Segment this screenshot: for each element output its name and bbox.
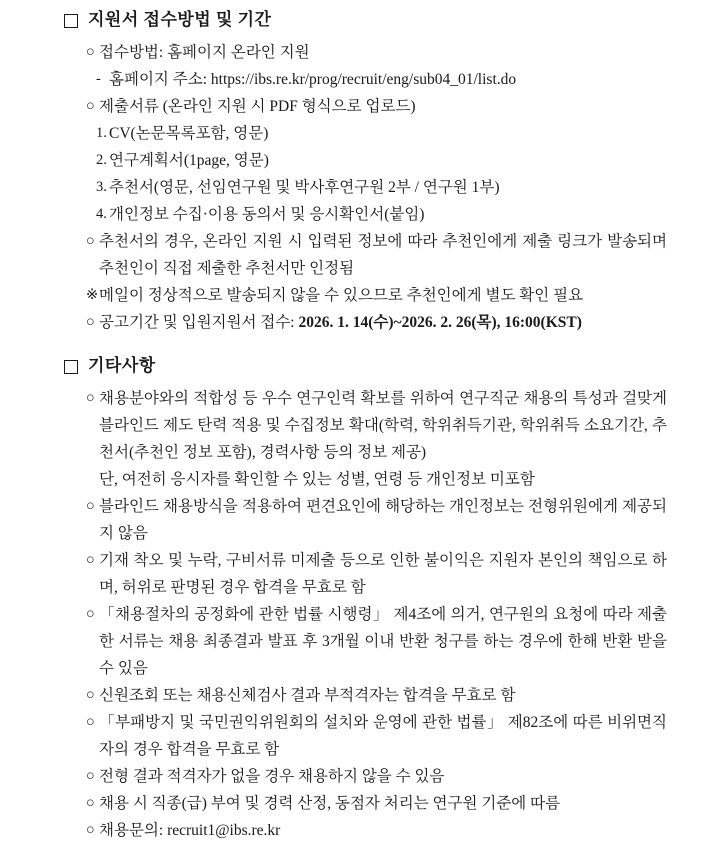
bullet-marker: ○ [86, 314, 95, 330]
list-item-text-normal: 채용 시 직종(급) 부여 및 경력 산정, 동점자 처리는 연구원 기준에 따름 [99, 795, 561, 812]
section-item-list [86, 385, 667, 844]
section-heading-text: 지원서 접수방법 및 기간 [88, 10, 272, 29]
list-item-text [99, 39, 667, 66]
bullet-marker: ○ [86, 822, 95, 838]
list-item-text-normal: 전형 결과 적격자가 없을 경우 채용하지 않을 수 있음 [99, 768, 445, 785]
bullet-marker: 1. [96, 125, 107, 141]
bullet-marker: ○ [86, 714, 95, 730]
bullet-marker: ○ [86, 233, 95, 249]
list-item-text [99, 601, 667, 682]
list-item [86, 309, 667, 336]
list-item-text [109, 66, 667, 93]
list-item-text-normal: CV(논문목록포함, 영문) [109, 125, 269, 142]
list-item [86, 385, 667, 466]
deadline-emphasis-text: 2026. 1. 14(수)~2026. 2. 26(목), 16:00(KST) [298, 314, 582, 331]
list-item-text [99, 493, 667, 547]
bullet-marker: ○ [86, 98, 95, 114]
list-item-text [99, 93, 667, 120]
list-item [96, 201, 667, 228]
list-item-text-normal: 「부패방지 및 국민권익위원회의 설치와 운영에 관한 법률」 제82조에 따른 비위면직자의 경우 합격을 무효로 함 [99, 714, 667, 758]
list-item-text [109, 174, 667, 201]
list-item-text [99, 817, 667, 844]
list-item [86, 93, 667, 120]
list-item-text [99, 466, 667, 493]
list-item-text-normal: 접수방법: 홈페이지 온라인 지원 [99, 44, 310, 61]
document-section [64, 352, 667, 844]
list-item-text [99, 790, 667, 817]
list-item-text [99, 385, 667, 466]
bullet-marker: ○ [86, 498, 95, 514]
list-item [96, 66, 667, 93]
bullet-marker: 2. [96, 152, 107, 168]
list-item-text-normal: 개인정보 수집·이용 동의서 및 응시확인서(붙임) [109, 206, 425, 223]
section-heading [64, 352, 667, 380]
bullet-marker: ○ [86, 44, 95, 60]
list-item-text-normal: 제출서류 (온라인 지원 시 PDF 형식으로 업로드) [99, 98, 416, 115]
list-item-text [99, 682, 667, 709]
list-item-text-normal: 신원조회 또는 채용신체검사 결과 부적격자는 합격을 무효로 함 [99, 687, 516, 704]
list-item-text-normal: 추천서(영문, 선임연구원 및 박사후연구원 2부 / 연구원 1부) [109, 179, 500, 196]
bullet-marker: ○ [86, 687, 95, 703]
list-item [86, 228, 667, 282]
list-item-text-normal: 기재 착오 및 누락, 구비서류 미제출 등으로 인한 불이익은 지원자 본인의 책임으로 하며, 허위로 판명된 경우 합격을 무효로 함 [99, 552, 667, 596]
list-item [86, 682, 667, 709]
checkbox-square-icon [64, 360, 78, 374]
list-item-text-normal: 메일이 정상적으로 발송되지 않을 수 있으므로 추천인에게 별도 확인 필요 [99, 287, 584, 304]
list-item-text-normal: 「채용절차의 공정화에 관한 법률 시행령」 제4조에 의거, 연구원의 요청에 따라 제출한 서류는 채용 최종결과 발표 후 3개월 이내 반환 청구를 하는 경우에 한해 반환 받을 수 있음 [99, 606, 667, 677]
list-item [96, 147, 667, 174]
bullet-marker: ○ [86, 768, 95, 784]
bullet-marker: ○ [86, 795, 95, 811]
list-item-text [109, 120, 667, 147]
list-item-text [109, 201, 667, 228]
section-item-list [86, 39, 667, 336]
bullet-marker: 4. [96, 206, 107, 222]
list-item [86, 709, 667, 763]
list-item-text-normal: 블라인드 채용방식을 적용하여 편견요인에 해당하는 개인정보는 전형위원에게 제공되지 않음 [99, 498, 667, 542]
list-item-text-normal: 단, 여전히 응시자를 확인할 수 있는 성별, 연령 등 개인정보 미포함 [99, 471, 535, 488]
list-item-text [99, 228, 667, 282]
bullet-marker: - [96, 71, 101, 87]
list-item-text [99, 282, 667, 309]
list-item [86, 493, 667, 547]
list-item [86, 547, 667, 601]
list-item-text [99, 763, 667, 790]
bullet-marker: ○ [86, 552, 95, 568]
list-item-text-normal: 연구계획서(1page, 영문) [109, 152, 269, 169]
list-item [86, 763, 667, 790]
list-item [86, 282, 667, 309]
list-item-text-normal: 홈페이지 주소: https://ibs.re.kr/prog/recruit/eng/sub04_01/list.do [109, 71, 517, 88]
list-item-text-normal: 추천서의 경우, 온라인 지원 시 입력된 정보에 따라 추천인에게 제출 링크가 발송되며 추천인이 직접 제출한 추천서만 인정됨 [99, 233, 667, 277]
section-heading-text: 기타사항 [88, 356, 156, 375]
list-item-text-normal: 공고기간 및 입원지원서 접수: [99, 314, 299, 331]
list-item [96, 120, 667, 147]
document-body [64, 6, 667, 844]
list-item-text-normal: 채용문의: recruit1@ibs.re.kr [99, 822, 281, 839]
list-item [86, 466, 667, 493]
list-item-text [109, 147, 667, 174]
list-item-text [99, 309, 667, 336]
list-item-text [99, 547, 667, 601]
list-item-text [99, 709, 667, 763]
list-item [86, 601, 667, 682]
bullet-marker: 3. [96, 179, 107, 195]
list-item [86, 817, 667, 844]
bullet-marker: ○ [86, 390, 95, 406]
list-item [86, 39, 667, 66]
section-heading [64, 6, 667, 34]
list-item [96, 174, 667, 201]
list-item-text-normal: 채용분야와의 적합성 등 우수 연구인력 확보를 위하여 연구직군 채용의 특성과 걸맞게 블라인드 제도 탄력 적용 및 수집정보 확대(학력, 학위취득기관, 학위취득 소요기간, 추천서(추천인 정보 포함), 경력사항 등의 정보 제공) [99, 390, 667, 461]
checkbox-square-icon [64, 14, 78, 28]
bullet-marker: ※ [86, 287, 99, 303]
list-item [86, 790, 667, 817]
bullet-marker [86, 466, 99, 493]
document-section [64, 6, 667, 336]
bullet-marker: ○ [86, 606, 95, 622]
